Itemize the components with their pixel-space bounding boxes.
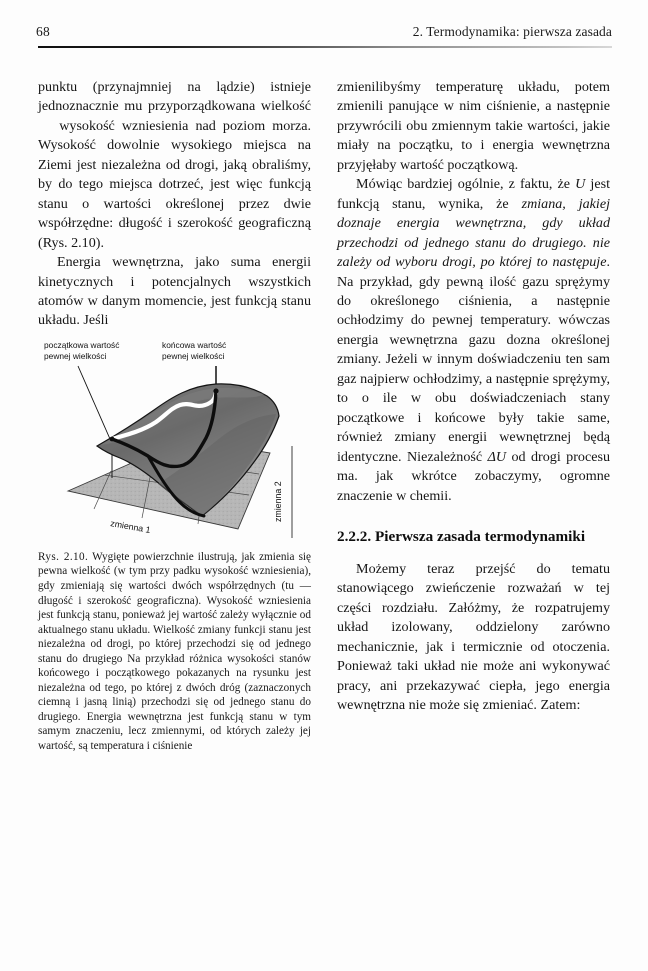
symbol-u: U	[575, 176, 586, 193]
chapter-title: 2. Termodynamika: pierwsza zasada	[412, 24, 612, 39]
paragraph-path-independence	[337, 175, 610, 506]
section-number: 2.2.2.	[337, 527, 372, 545]
section-title: Pierwsza zasada termodynamiki	[371, 527, 586, 545]
figure-label-start-line2: pewnej wielkości	[44, 350, 107, 361]
figure-caption-text: Wygięte powierzchnie ilustrują, jak zmienia się pewna wielkość (w tym przy padku wysokość wzniesienia), gdy zmieniają się wartości dwóch współrzędnych (tu — długość i szerokość geograficzna). Wysokość wzniesienia jest funkcją stanu, ponieważ jej wartość zależy wyłącznie od aktualnego stanu układu. Wielkość zmiany funkcji stanu jest niezależna od drogi, po której przechodzi się od jednego stanu do drugiego Na przykład różnica wysokości stanów końcowego i początkowego pokazanych na rysunku jest niezależna od tego, po której z dwóch dróg (zaznaczonych ciemną i jasną linią) przechodzi się od jednego stanu do drugiego. Energia wewnętrzna jest funkcją stanu w tym samym znaczeniu, lecz zmiennymi, od których zależy jej wartość, są temperatura i ciśnienie	[38, 550, 312, 752]
figure-label-end-line1: końcowa wartość	[162, 339, 227, 350]
figure-end-point	[213, 388, 218, 393]
figure-label-start-line1: początkowa wartość	[44, 339, 120, 350]
page-number: 68	[36, 24, 51, 39]
paragraph-continuation: punktu (przynajmniej na lądzie) istnieje jednoznacznie mu przyporządkowana wielkość wysokość wzniesienia nad poziom morza. Wysokość dowolnie wysokiego miejsca na Ziemi jest niezależna od drogi, jaką obraliśmy, by do tego miejsca dotrzeć, jest więc funkcją stanu o wartości określonej przez dwie współrzędne: długość i szerokość geograficzną (Rys. 2.10).	[38, 79, 311, 251]
header-rule	[38, 46, 612, 48]
paragraph-internal-energy: Energia wewnętrzna, jako suma energii kinetycznych i potencjalnych wszystkich atomów w danym momencie, jest funkcją stanu układu. Jeśli	[38, 254, 311, 329]
paragraph-state-restored: zmienilibyśmy temperaturę układu, potem zmienili panujące w nim ciśnienie, a następnie przywrócili obu zmiennym takie wartości, jakie miały na początku, to i energia wewnętrzna przyjęłaby wartość początkową.	[337, 79, 610, 173]
text-run-2: jest funkcją stanu, wynika, że	[337, 176, 610, 212]
figure-label-end-line2: pewnej wielkości	[162, 350, 225, 361]
figure-caption	[38, 550, 311, 754]
figure-start-point	[110, 436, 115, 441]
figure-axis-y-label: zmienna 2	[273, 481, 283, 522]
figure-2-10	[38, 338, 311, 544]
figure-number: Rys. 2.10.	[38, 550, 89, 563]
left-column	[38, 78, 311, 754]
running-head	[36, 24, 612, 44]
right-column	[337, 78, 610, 716]
text-run-3: . Na przykład, gdy pewną ilość gazu sprężymy do określonego ciśnienia, a następnie ochłodzimy do pewnej temperatury. wówczas energia wewnętrzna gazu dozna określonej zmiany. Jeżeli w innym doświadczeniu ten sam gaz najpierw ochłodzimy, a następnie sprężymy, to o ile w obu doświadczeniach stany początkowe i końcowe były takie same, również zmiany energii wewnętrznej będą identyczne. Niezależność	[337, 254, 610, 465]
emphasis-state-function-statement: zmiana, jakiej doznaje energia wewnętrzna, gdy układ przechodzi od jednego stanu do drugiego. nie zależy od wyboru drogi, po której to następuje	[337, 195, 611, 271]
symbol-delta-u: ΔU	[487, 448, 507, 465]
section-heading	[337, 526, 610, 547]
paragraph-isolated-system: Możemy teraz przejść do tematu stanowiącego zwieńczenie rozważań w tej części rozdziału. Załóżmy, że rozpatrujemy układ izolowany, oddzielony zarówno mechanicznie, jak i termicznie od otoczenia. Ponieważ taki układ nie może ani wykonywać pracy, ani przekazywać ciepła, jego energia wewnętrzna nie może się zmieniać. Zatem:	[337, 560, 610, 714]
text-run-1: Mówiąc bardziej ogólnie, z faktu, że	[356, 176, 576, 193]
figure-illustration	[38, 338, 311, 544]
figure-leader-line-start	[78, 366, 110, 439]
text-run-4: od drogi procesu ma. jak wkrótce zobaczymy, ogromne znaczenie w chemii.	[337, 448, 610, 504]
figure-axis-x-label: zmienna 1	[109, 518, 152, 535]
